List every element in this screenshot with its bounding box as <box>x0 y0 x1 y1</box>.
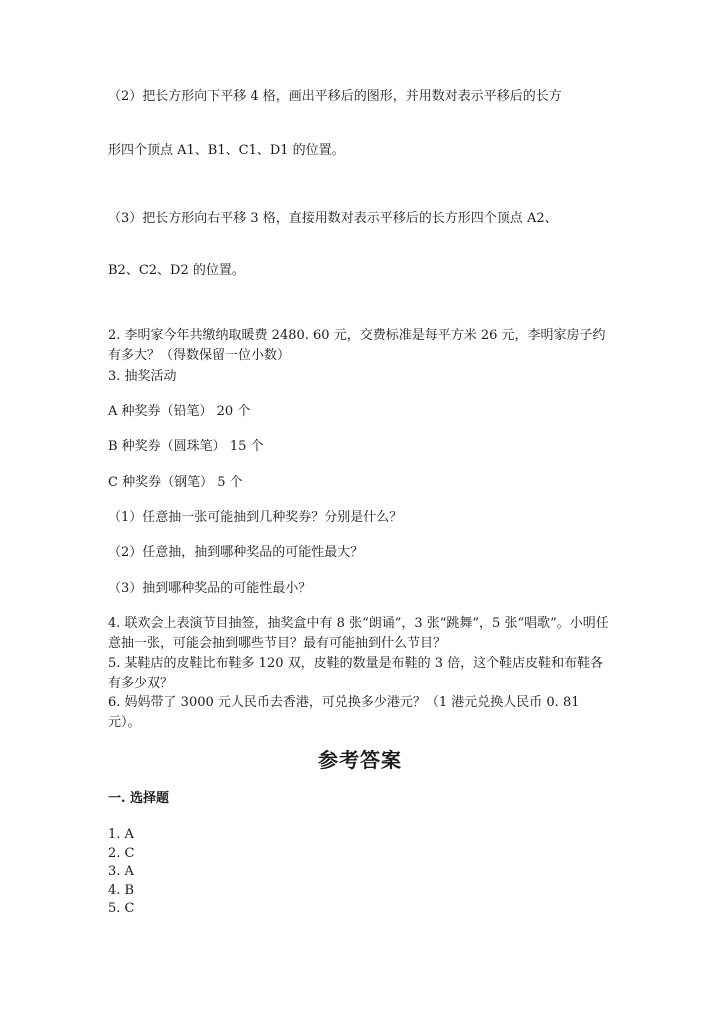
question-rect-part2-line2: 形四个顶点 A1、B1、C1、D1 的位置。 <box>108 143 345 158</box>
question-rect-part3-line2: B2、C2、D2 的位置。 <box>108 263 245 278</box>
question-3-option-c: C 种奖券（钢笔） 5 个 <box>108 475 243 490</box>
question-3-sub-3: （3）抽到哪种奖品的可能性最小？ <box>108 581 312 596</box>
answer-item: 1. A <box>108 827 134 842</box>
question-3-sub-2: （2）任意抽，抽到哪种奖品的可能性最大？ <box>108 545 364 560</box>
question-rect-part3-line1: （3）把长方形向右平移 3 格，直接用数对表示平移后的长方形四个顶点 A2、 <box>108 211 558 226</box>
answer-list <box>108 826 134 919</box>
question-5: 5. 某鞋店的皮鞋比布鞋多 120 双，皮鞋的数量是布鞋的 3 倍，这个鞋店皮鞋和布鞋各有多少双？ <box>108 656 604 691</box>
question-3-option-b: B 种奖券（圆珠笔） 15 个 <box>108 439 264 454</box>
question-2: 2. 李明家今年共缴纳取暖费 2480. 60 元，交费标准是每平方米 26 元，李明家房子约有多大？（得数保留一位小数） <box>108 328 606 363</box>
answer-item: 5. C <box>108 901 135 916</box>
answer-item: 2. C <box>108 845 135 861</box>
question-6: 6. 妈妈带了 3000 元人民币去香港，可兑换多少港元？（1 港元兑换人民币 0. 81 元）。 <box>108 695 580 730</box>
answer-item: 3. A <box>108 864 134 879</box>
question-3-sub-1: （1）任意抽一张可能抽到几种奖券？分别是什么？ <box>108 510 403 525</box>
question-rect-part2-line1: （2）把长方形向下平移 4 格，画出平移后的图形，并用数对表示平移后的长方 <box>108 89 562 104</box>
answer-section-title: 一. 选择题 <box>108 791 170 806</box>
question-4: 4. 联欢会上表演节目抽签，抽奖盒中有 8 张“朗诵”，3 张“跳舞”，5 张“唱歌”。小明任意抽一张，可能会抽到哪些节目？最有可能抽到什么节目？ <box>108 616 609 651</box>
question-3-title: 3. 抽奖活动 <box>108 369 177 384</box>
answer-key-title: 参考答案 <box>318 748 402 772</box>
answer-item: 4. B <box>108 882 135 898</box>
question-3-option-a: A 种奖券（铅笔） 20 个 <box>108 404 251 419</box>
